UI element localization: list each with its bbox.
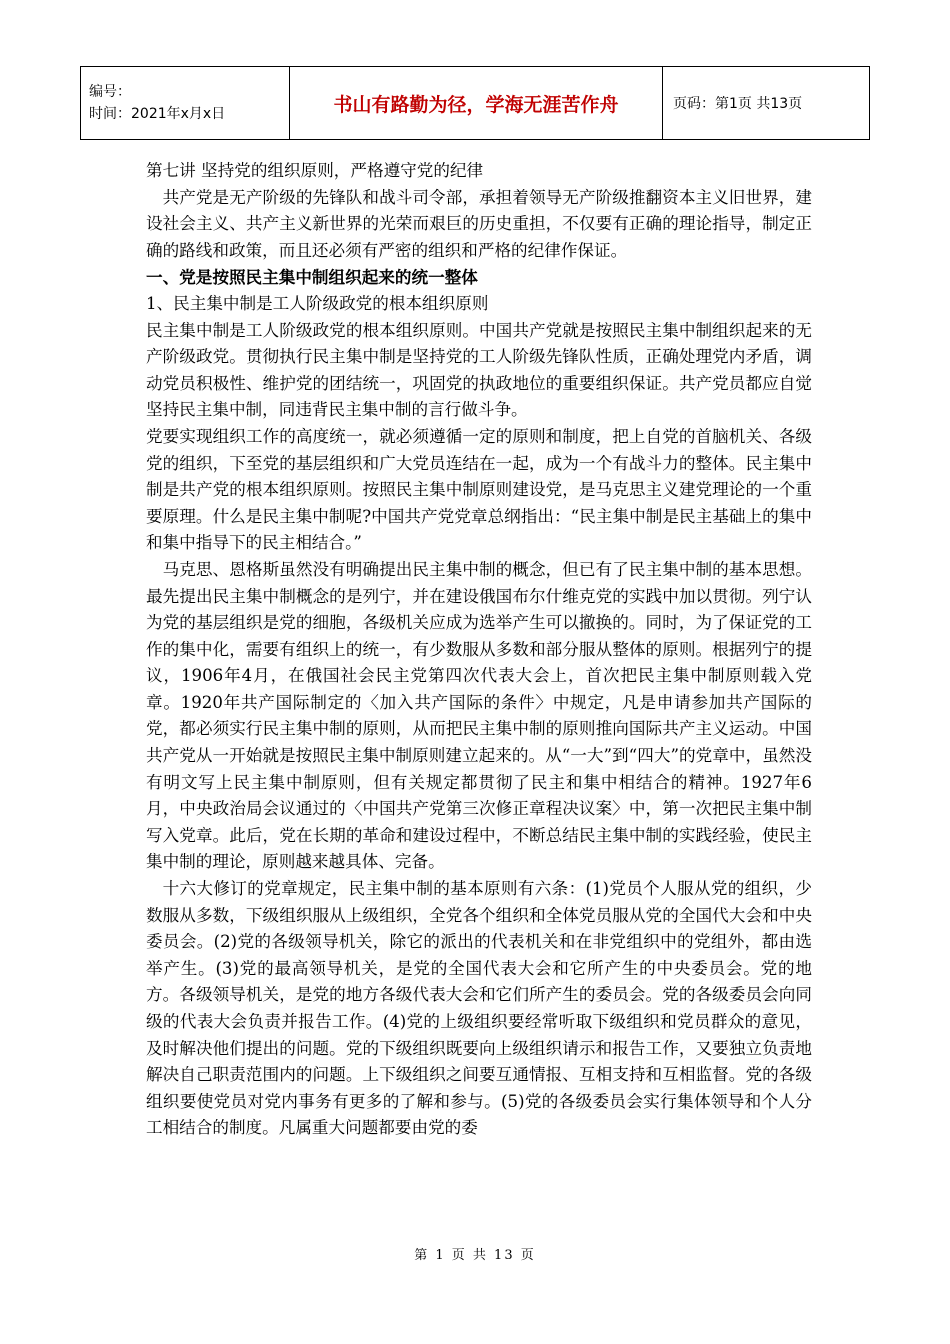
header-meta-cell (81, 67, 290, 140)
paragraph: 党要实现组织工作的高度统一，就必须遵循一定的原则和制度，把上自党的首脑机关、各级党的组织，下至党的基层组织和广大党员连结在一起，成为一个有战斗力的整体。民主集中制是共产党的根本组织原则。按照民主集中制原则建设党，是马克思主义建党理论的一个重要原理。什么是民主集中制呢?中国共产党党章总纲指出：“民主集中制是民主基础上的集中和集中指导下的民主相结合。” (146, 426, 812, 553)
date-label: 时间：2021年x月x日 (89, 106, 226, 122)
document-body (146, 158, 812, 1142)
intro-paragraph: 共产党是无产阶级的先锋队和战斗司令部，承担着领导无产阶级推翻资本主义旧世界，建设社会主义、共产主义新世界的光荣而艰巨的历史重担，不仅要有正确的理论指导，制定正确的路线和政策，而且还必须有严密的组织和严格的纪律作保证。 (146, 187, 812, 260)
page-info: 页码：第1页 共13页 (663, 67, 870, 140)
document-title: 第七讲 坚持党的组织原则，严格遵守党的纪律 (146, 161, 484, 180)
section-heading: 一、党是按照民主集中制组织起来的统一整体 (146, 267, 478, 288)
page-footer: 第 1 页 共 13 页 (414, 1248, 536, 1263)
paragraph: 民主集中制是工人阶级政党的根本组织原则。中国共产党就是按照民主集中制组织起来的无产阶级政党。贯彻执行民主集中制是坚持党的工人阶级先锋队性质，正确处理党内矛盾，调动党员积极性、维护党的团结统一，巩固党的执政地位的重要组织保证。共产党员都应自觉坚持民主集中制，同违背民主集中制的言行做斗争。 (146, 320, 812, 420)
motto: 书山有路勤为径，学海无涯苦作舟 (290, 67, 663, 140)
paragraph: 十六大修订的党章规定，民主集中制的基本原则有六条：(1)党员个人服从党的组织，少数服从多数，下级组织服从上级组织，全党各个组织和全体党员服从党的全国代大会和中央委员会。(2)党的各级领导机关，除它的派出的代表机关和在非党组织中的党组外，都由选举产生。(3)党的最高领导机关，是党的全国代表大会和它所产生的中央委员会。党的地方。各级领导机关，是党的地方各级代表大会和它们所产生的委员会。党的各级委员会向同级的代表大会负责并报告工作。(4)党的上级组织要经常听取下级组织和党员群众的意见，及时解决他们提出的问题。党的下级组织既要向上级组织请示和报告工作，又要独立负责地解决自己职责范围内的问题。上下级组织之间要互通情报、互相支持和互相监督。党的各级组织要使党员对党内事务有更多的了解和参与。(5)党的各级委员会实行集体领导和个人分工相结合的制度。凡属重大问题都要由党的委 (146, 879, 812, 1138)
number-label: 编号： (89, 84, 131, 100)
subsection-heading: 1、民主集中制是工人阶级政党的根本组织原则 (146, 293, 489, 313)
document-header (80, 66, 870, 140)
paragraph: 马克思、恩格斯虽然没有明确提出民主集中制的概念，但已有了民主集中制的基本思想。最先提出民主集中制概念的是列宁，并在建设俄国布尔什维克党的实践中加以贯彻。列宁认为党的基层组织是党的细胞，各级机关应成为选举产生可以撤换的。同时，为了保证党的工作的集中化，需要有组织上的统一，有少数服从多数和部分服从整体的原则。根据列宁的提议，1906年4月，在俄国社会民主党第四次代表大会上，首次把民主集中制原则载入党章。1920年共产国际制定的〈加入共产国际的条件〉中规定，凡是申请参加共产国际的党，都必须实行民主集中制的原则，从而把民主集中制的原则推向国际共产主义运动。中国共产党从一开始就是按照民主集中制原则建立起来的。从“一大”到“四大”的党章中，虽然没有明文写上民主集中制原则，但有关规定都贯彻了民主和集中相结合的精神。1927年6月，中央政治局会议通过的〈中国共产党第三次修正章程决议案〉中，第一次把民主集中制写入党章。此后，党在长期的革命和建设过程中，不断总结民主集中制的实践经验，使民主集中制的理论，原则越来越具体、完备。 (146, 559, 812, 872)
